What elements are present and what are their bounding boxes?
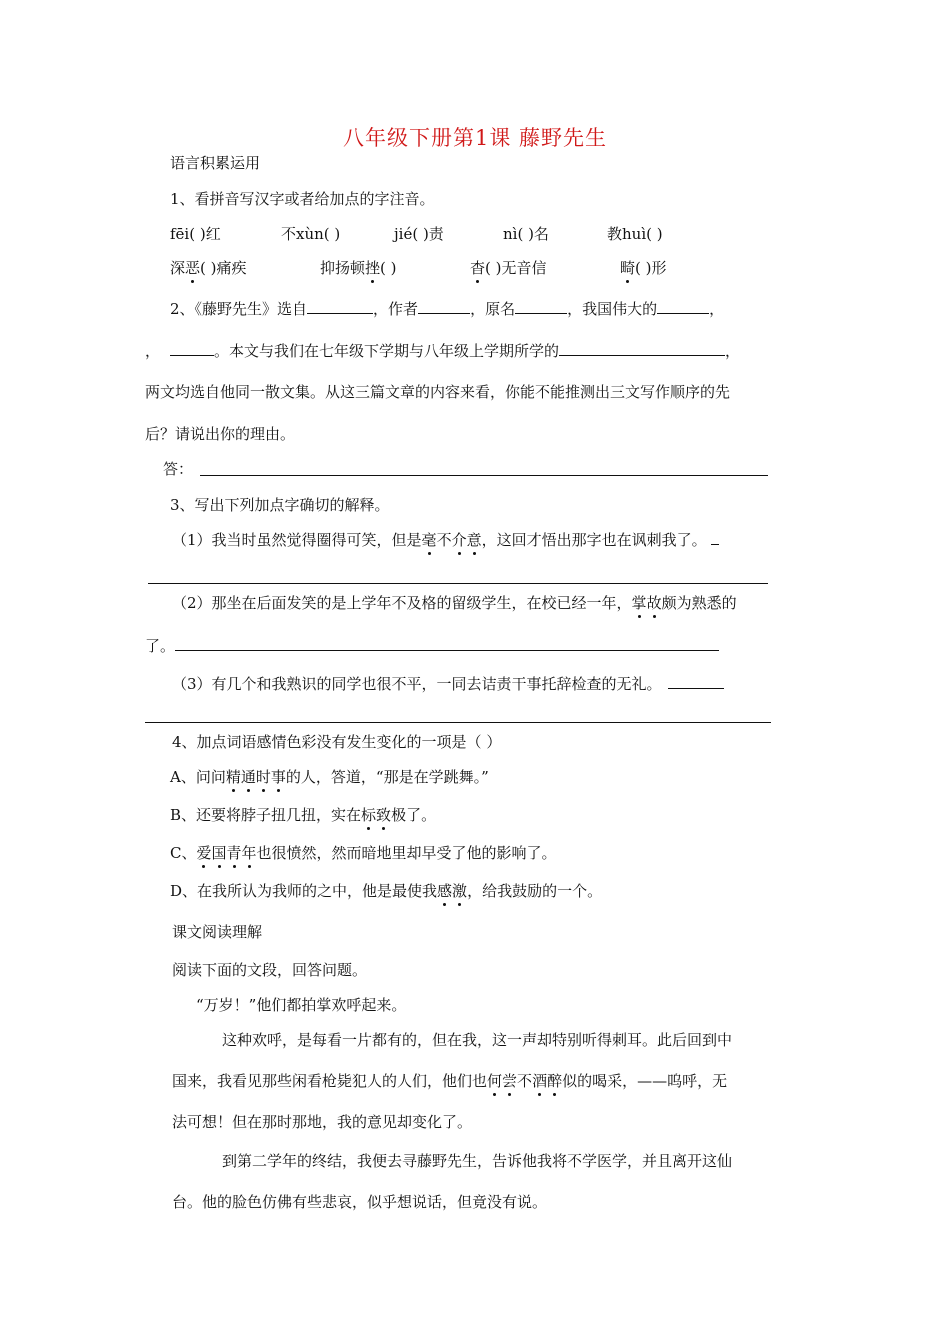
answer-blank[interactable] xyxy=(175,636,719,651)
q2-answer-label: 答： xyxy=(163,460,194,478)
dotted-char: 青 xyxy=(226,844,242,862)
page-title: 八年级下册第1课 藤野先生 xyxy=(342,126,608,150)
dotted-char: 感 xyxy=(437,882,453,900)
q3-sentence-2: （2）那坐在后面发笑的是上学年不及格的留级学生，在校已经一年，掌故颇为熟悉的 xyxy=(172,594,737,612)
q2-line-1: 2、《藤野先生》选自 ，作者 ，原名 ，我国伟大的 ， xyxy=(170,300,725,318)
q3-sentence-2-cont: 了。 xyxy=(145,636,719,656)
dotted-char: 何 xyxy=(487,1072,503,1090)
dotted-char: 通 xyxy=(240,768,256,786)
pinyin-item: jié( )责 xyxy=(394,225,444,243)
dotted-char: 标 xyxy=(361,806,377,824)
reading-paragraph: 这种欢呼，是每看一片都有的，但在我，这一声却特别听得刺耳。此后回到中 xyxy=(222,1031,733,1049)
reading-paragraph: 国来，我看见那些闲看枪毙犯人的人们，他们也何尝不酒醉似的喝采，——呜呼，无 xyxy=(172,1072,728,1090)
dotted-char: 介 xyxy=(451,531,467,549)
dotted-char: 酒 xyxy=(532,1072,548,1090)
answer-blank[interactable] xyxy=(170,341,214,356)
reading-intro: 阅读下面的文段，回答问题。 xyxy=(172,961,368,979)
dotted-char: 精 xyxy=(225,768,241,786)
answer-blank[interactable] xyxy=(711,530,719,545)
q4-option-c: C、爱国青年也很愤然，然而暗地里却早受了他的影响了。 xyxy=(170,844,557,862)
answer-blank[interactable] xyxy=(418,299,470,314)
dotted-char: 杳 xyxy=(470,259,486,277)
phonetic-item: 畸( )形 xyxy=(620,259,667,277)
dotted-char: 国 xyxy=(211,844,227,862)
dotted-char: 毫 xyxy=(421,531,437,549)
reading-paragraph: 台。他的脸色仿佛有些悲哀，似乎想说话，但竟没有说。 xyxy=(172,1193,548,1211)
pinyin-item: 教huì( ) xyxy=(607,225,663,243)
answer-blank[interactable] xyxy=(515,299,567,314)
dotted-char: 掌 xyxy=(631,594,647,612)
reading-paragraph: 法可想！但在那时那地，我的意见却变化了。 xyxy=(172,1113,473,1131)
answer-line[interactable] xyxy=(145,722,771,723)
q3-prompt: 3、写出下列加点字确切的解释。 xyxy=(170,496,390,514)
answer-blank[interactable] xyxy=(668,674,724,689)
dotted-char: 畸 xyxy=(620,259,636,277)
answer-blank[interactable] xyxy=(307,299,373,314)
q2-line-4: 后？请说出你的理由。 xyxy=(145,425,296,443)
dotted-char: 意 xyxy=(466,531,482,549)
q4-option-b: B、还要将脖子扭几扭，实在标致极了。 xyxy=(170,806,437,824)
phonetic-item: 杳( )无音信 xyxy=(470,259,547,277)
dotted-char: 爱 xyxy=(196,844,212,862)
dotted-char: 致 xyxy=(376,806,392,824)
q4-option-a: A、问问精通时事的人，答道，“那是在学跳舞。” xyxy=(170,768,489,786)
section-heading-language: 语言积累运用 xyxy=(170,154,261,172)
dotted-char: 年 xyxy=(241,844,257,862)
answer-line[interactable] xyxy=(148,583,768,584)
answer-line[interactable] xyxy=(200,475,768,476)
reading-paragraph: “万岁！”他们都拍掌欢呼起来。 xyxy=(196,996,407,1014)
reading-paragraph: 到第二学年的终结，我便去寻藤野先生，告诉他我将不学医学，并且离开这仙 xyxy=(222,1152,733,1170)
q1-prompt: 1、看拼音写汉字或者给加点的字注音。 xyxy=(170,190,435,208)
q2-line-3: 两文均选自他同一散文集。从这三篇文章的内容来看，你能不能推测出三文写作顺序的先 xyxy=(145,383,731,401)
q3-sentence-3: （3）有几个和我熟识的同学也很不平，一同去诘责干事托辞检查的无礼。 xyxy=(172,674,724,694)
pinyin-item: nì( )名 xyxy=(503,225,549,243)
answer-blank[interactable] xyxy=(657,299,709,314)
dotted-char: 激 xyxy=(452,882,468,900)
phonetic-item: 深恶( )痛疾 xyxy=(170,259,247,277)
phonetic-item: 抑扬顿挫( ) xyxy=(320,259,397,277)
pinyin-item: fēi( )红 xyxy=(170,225,221,243)
q3-sentence-1: （1）我当时虽然觉得圈得可笑，但是毫不介意，这回才悟出那字也在讽刺我了。 xyxy=(172,530,719,550)
dotted-char: 醉 xyxy=(547,1072,563,1090)
dotted-char: 尝 xyxy=(502,1072,518,1090)
dotted-char: 故 xyxy=(646,594,662,612)
q4-prompt: 4、加点词语感情色彩没有发生变化的一项是（ ） xyxy=(172,733,502,751)
q4-option-d: D、在我所认为我师的之中，他是最使我感激，给我鼓励的一个。 xyxy=(170,882,603,900)
dotted-char: 恶 xyxy=(185,259,201,277)
q2-line-2: ， 。本文与我们在七年级下学期与八年级上学期所学的 ， xyxy=(145,342,741,360)
pinyin-item: 不xùn( ) xyxy=(281,225,341,243)
dotted-char: 挫 xyxy=(365,259,381,277)
answer-blank[interactable] xyxy=(559,341,725,356)
section-heading-reading: 课文阅读理解 xyxy=(172,923,263,941)
dotted-char: 时 xyxy=(255,768,271,786)
dotted-char: 事 xyxy=(270,768,286,786)
